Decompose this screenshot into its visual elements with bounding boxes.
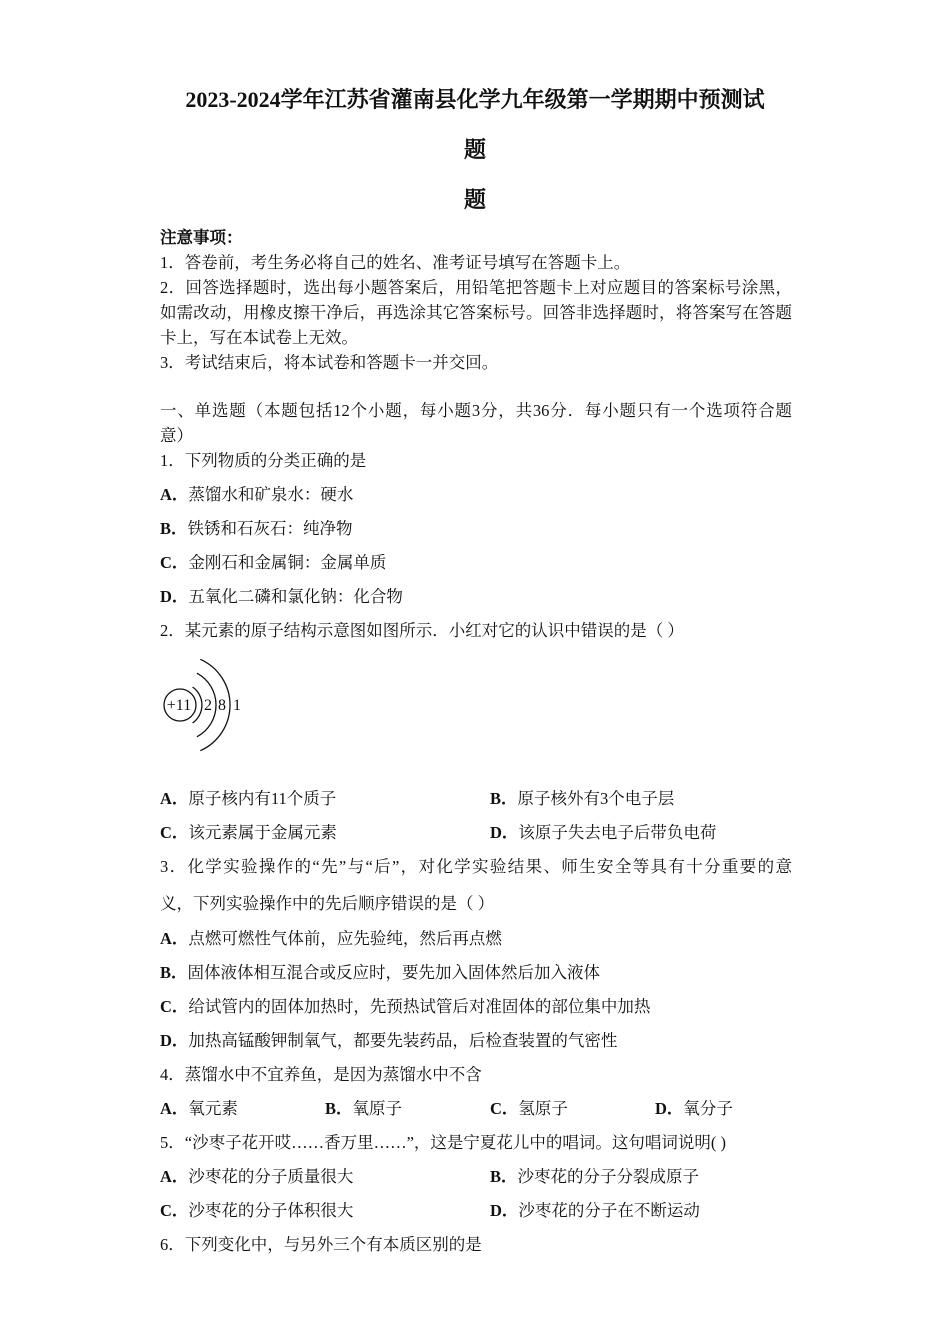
option-label: D．: [655, 1099, 684, 1118]
nucleus-charge-label: +11: [166, 697, 192, 714]
question-3-option-d: [160, 1028, 792, 1053]
option-text: 给试管内的固体加热时，先预热试管后对准固体的部位集中加热: [188, 997, 651, 1016]
question-2-option-c: [160, 820, 480, 845]
shell-electron-count-3: 1: [233, 697, 241, 714]
option-text: 氧元素: [188, 1099, 238, 1118]
notice-item-2: 如需改动，用橡皮擦干净后，再选涂其它答案标号。回答非选择题时，将答案写在答题: [160, 303, 792, 322]
exam-title-line: 题: [463, 137, 486, 162]
option-label: B．: [160, 519, 188, 538]
question-1-stem: 1．下列物质的分类正确的是: [160, 451, 367, 470]
question-3-stem: 义，下列实验操作中的先后顺序错误的是（ ）: [160, 894, 495, 913]
question-6-stem: 6．下列变化中，与另外三个有本质区别的是: [160, 1235, 482, 1254]
option-label: A．: [160, 1099, 189, 1118]
option-label: D．: [490, 1201, 519, 1220]
question-4-option-a: [160, 1096, 320, 1121]
option-label: B．: [325, 1099, 353, 1118]
option-label: A．: [160, 485, 189, 504]
option-label: B．: [490, 789, 518, 808]
question-3-option-b: [160, 960, 792, 985]
question-3-option-c: [160, 994, 792, 1019]
option-label: A．: [160, 789, 189, 808]
shell-electron-count-2: 8: [218, 697, 226, 714]
option-label: C．: [160, 553, 189, 572]
question-1-option-a: [160, 482, 792, 507]
notice-item-1: 1．答卷前，考生务必将自己的姓名、准考证号填写在答题卡上。: [160, 253, 631, 272]
option-text: 该元素属于金属元素: [188, 823, 337, 842]
option-text: 氧分子: [683, 1099, 733, 1118]
option-label: C．: [160, 823, 189, 842]
question-2-stem: 2．某元素的原子结构示意图如图所示．小红对它的认识中错误的是（ ）: [160, 621, 684, 640]
notice-item-2: 2．回答选择题时，选出每小题答案后，用铅笔把答题卡上对应题目的答案标号涂黑，: [160, 278, 792, 297]
option-text: 蒸馏水和矿泉水：硬水: [188, 485, 354, 504]
option-text: 原子核外有3个电子层: [517, 789, 675, 808]
notice-item-3: 3．考试结束后，将本试卷和答题卡一并交回。: [160, 353, 499, 372]
section-heading: 意）: [160, 426, 193, 445]
question-1-option-d: [160, 584, 792, 609]
question-4-option-b: [325, 1096, 485, 1121]
question-3-stem: 3．化学实验操作的“先”与“后”，对化学实验结果、师生安全等具有十分重要的意: [160, 857, 792, 876]
notice-heading: 注意事项：: [160, 228, 243, 247]
option-text: 沙枣花的分子体积很大: [188, 1201, 354, 1220]
question-5-option-b: [490, 1164, 810, 1189]
option-label: B．: [490, 1167, 518, 1186]
exam-title-line: 题: [463, 187, 486, 212]
question-5-option-d: [490, 1198, 810, 1223]
option-text: 氢原子: [518, 1099, 568, 1118]
option-label: D．: [160, 587, 189, 606]
option-label: D．: [490, 823, 519, 842]
exam-title-line: 2023-2024学年江苏省灌南县化学九年级第一学期期中预测试: [185, 87, 765, 112]
question-1-option-c: [160, 550, 792, 575]
option-text: 点燃可燃性气体前，应先验纯，然后再点燃: [188, 929, 502, 948]
option-label: A．: [160, 1167, 189, 1186]
option-label: C．: [490, 1099, 519, 1118]
question-2-option-d: [490, 820, 810, 845]
question-2-option-b: [490, 786, 810, 811]
question-5-option-c: [160, 1198, 480, 1223]
question-4-stem: 4．蒸馏水中不宜养鱼，是因为蒸馏水中不含: [160, 1065, 482, 1084]
notice-item-2: 卡上，写在本试卷上无效。: [160, 328, 358, 347]
question-2-option-a: [160, 786, 480, 811]
option-text: 沙枣花的分子分裂成原子: [517, 1167, 700, 1186]
option-text: 沙枣花的分子在不断运动: [518, 1201, 700, 1220]
question-4-option-c: [490, 1096, 650, 1121]
option-label: C．: [160, 1201, 189, 1220]
option-text: 原子核内有11个质子: [188, 789, 337, 808]
option-text: 氧原子: [352, 1099, 403, 1118]
question-1-option-b: [160, 516, 792, 541]
option-label: B．: [160, 963, 188, 982]
option-text: 沙枣花的分子质量很大: [188, 1167, 354, 1186]
question-3-option-a: [160, 926, 792, 951]
option-text: 加热高锰酸钾制氧气，都要先装药品，后检查装置的气密性: [188, 1031, 618, 1050]
question-5-stem: 5．“沙枣子花开哎……香万里……”，这是宁夏花儿中的唱词。这句唱词说明( ): [160, 1133, 727, 1152]
section-heading: 一、单选题（本题包括12个小题，每小题3分，共36分．每小题只有一个选项符合题: [160, 401, 792, 420]
option-text: 该原子失去电子后带负电荷: [518, 823, 717, 842]
option-label: D．: [160, 1031, 189, 1050]
option-label: A．: [160, 929, 189, 948]
atom-structure-diagram: [150, 650, 250, 760]
electron-shell-arc-1: [193, 687, 202, 723]
shell-electron-count-1: 2: [204, 697, 212, 714]
option-text: 五氧化二磷和氯化钠：化合物: [188, 587, 403, 606]
option-label: C．: [160, 997, 189, 1016]
question-5-option-a: [160, 1164, 480, 1189]
option-text: 金刚石和金属铜：金属单质: [188, 553, 387, 572]
question-4-option-d: [655, 1096, 815, 1121]
option-text: 固体液体相互混合或反应时，要先加入固体然后加入液体: [187, 963, 601, 982]
option-text: 铁锈和石灰石：纯净物: [187, 519, 353, 538]
